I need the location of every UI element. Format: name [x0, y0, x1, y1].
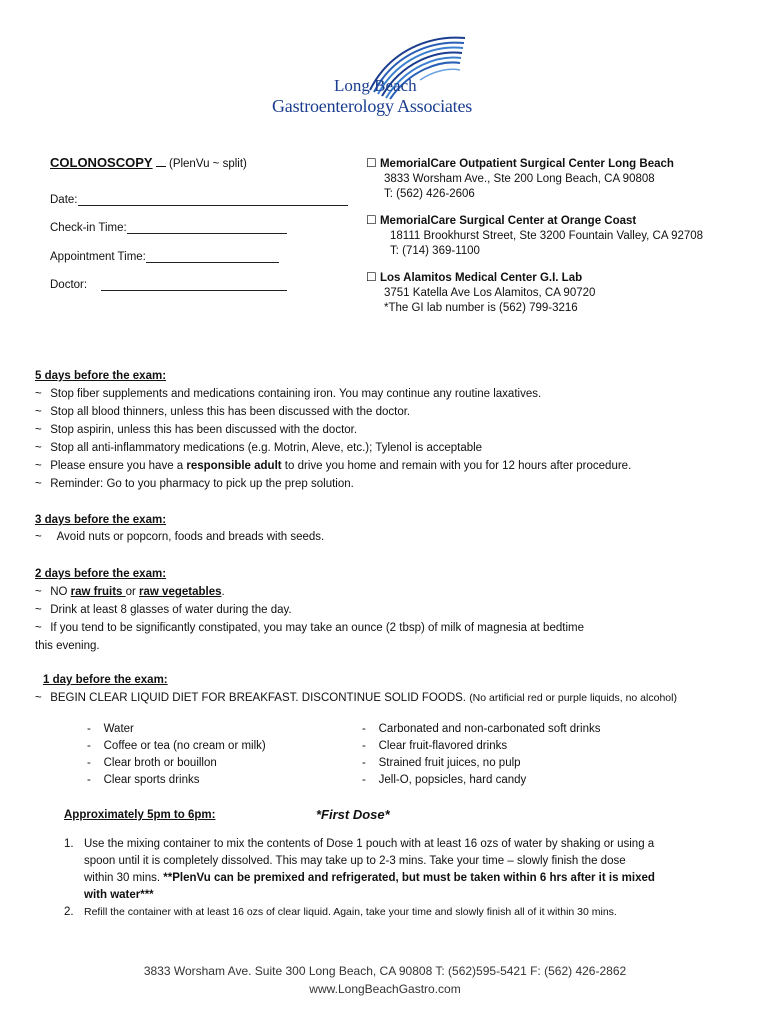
list-item: ~ NO raw fruits or raw vegetables. — [35, 586, 225, 598]
page-title: COLONOSCOPY — [50, 155, 153, 170]
location-2-phone: T: (714) 369-1100 — [390, 245, 480, 257]
logo — [270, 30, 500, 120]
list-item: ~ If you tend to be significantly constipated, you may take an ounce (2 tbsp) of milk of magnesia at bedtime — [35, 622, 584, 634]
location-2-name: MemorialCare Surgical Center at Orange Coast — [379, 215, 637, 227]
footer-website[interactable]: www.LongBeachGastro.com — [309, 982, 461, 996]
page-subtitle: (PlenVu ~ split) — [168, 158, 247, 170]
location-2[interactable] — [366, 213, 703, 257]
list-item: ~ Stop all anti-inflammatory medications (e.g. Motrin, Aleve, etc.); Tylenol is acceptable — [35, 442, 483, 454]
list-item: - Strained fruit juices, no pulp — [362, 757, 521, 769]
header-title-row — [50, 155, 247, 170]
appointment-label: Appointment Time: — [50, 251, 146, 263]
list-item: - Jell-O, popsicles, hard candy — [362, 774, 527, 786]
location-3[interactable] — [366, 270, 595, 314]
logo-line2: Gastroenterology Associates — [272, 96, 473, 116]
date-field[interactable] — [50, 193, 348, 206]
dose-label: *First Dose* — [316, 807, 390, 822]
list-item: - Carbonated and non-carbonated soft drinks — [362, 723, 601, 735]
list-item: ~ Stop aspirin, unless this has been discussed with the doctor. — [35, 424, 358, 436]
two-days-heading: 2 days before the exam: — [35, 568, 167, 580]
list-item: - Clear sports drinks — [87, 774, 200, 786]
list-item: ~ Drink at least 8 glasses of water during the day. — [35, 604, 292, 616]
step-2: 2. Refill the container with at least 16 ozs of clear liquid. Again, take your time and slowly finish all of it within 30 mins. — [64, 906, 617, 918]
checkbox-icon[interactable]: ☐ — [366, 270, 377, 284]
step-number: 1. — [64, 838, 74, 850]
step-1: 1. Use the mixing container to mix the contents of Dose 1 pouch with at least 16 ozs of water by shaking or using a spoon until it is completely dissolved. This may take up to 2-3 mins. Take your time – slowly finish the dose within 30 mins. **PlenVu can be premixed and refrigerated, but must be taken within 6 hrs after it is mixed with water*** — [64, 838, 655, 901]
list-item: ~ Stop fiber supplements and medications containing iron. You may continue any routine laxatives. — [35, 388, 542, 400]
footer-address: 3833 Worsham Ave. Suite 300 Long Beach, CA 90808 T: (562)595-5421 F: (562) 426-2862 — [143, 964, 627, 978]
step-number: 2. — [64, 906, 74, 918]
doctor-label: Doctor: — [50, 279, 88, 291]
location-1-name: MemorialCare Outpatient Surgical Center Long Beach — [379, 158, 674, 170]
checkbox-icon[interactable]: ☐ — [366, 213, 377, 227]
allowed-list-right — [362, 721, 600, 789]
list-item: - Coffee or tea (no cream or milk) — [87, 740, 266, 752]
allowed-list-left — [87, 721, 266, 789]
doctor-field[interactable] — [50, 278, 287, 291]
location-3-name: Los Alamitos Medical Center G.I. Lab — [379, 272, 583, 284]
five-days-heading: 5 days before the exam: — [35, 370, 167, 382]
list-item: - Water — [87, 723, 134, 735]
location-1-phone: T: (562) 426-2606 — [384, 188, 475, 200]
list-item: - Clear broth or bouillon — [87, 757, 217, 769]
one-day-heading: 1 day before the exam: — [43, 674, 168, 686]
clear-liquid-instruction: ~ BEGIN CLEAR LIQUID DIET FOR BREAKFAST. DISCONTINUE SOLID FOODS. (No artificial red or purple liquids, no alcohol) — [35, 692, 677, 704]
list-item: ~ Avoid nuts or popcorn, foods and breads with seeds. — [35, 531, 325, 543]
location-2-address: 18111 Brookhurst Street, Ste 3200 Fountain Valley, CA 92708 — [390, 230, 704, 242]
location-1-address: 3833 Worsham Ave., Ste 200 Long Beach, CA 90808 — [384, 173, 655, 185]
location-1[interactable] — [366, 156, 674, 200]
dose-time: Approximately 5pm to 6pm: — [64, 809, 216, 821]
location-3-address: 3751 Katella Ave Los Alamitos, CA 90720 — [384, 287, 596, 299]
location-3-note: *The GI lab number is (562) 799-3216 — [384, 302, 578, 314]
list-item: ~ Please ensure you have a responsible adult to drive you home and remain with you for 12 hours after procedure. — [35, 460, 632, 472]
list-item: ~ Stop all blood thinners, unless this has been discussed with the doctor. — [35, 406, 411, 418]
list-item: this evening. — [35, 640, 100, 652]
logo-line1: Long Beach — [334, 76, 417, 95]
three-days-heading: 3 days before the exam: — [35, 514, 167, 526]
checkin-field[interactable] — [50, 221, 287, 234]
checkin-label: Check-in Time: — [50, 222, 127, 234]
list-item: ~ Reminder: Go to you pharmacy to pick up the prep solution. — [35, 478, 354, 490]
date-label: Date: — [50, 194, 78, 206]
appointment-field[interactable] — [50, 250, 279, 263]
list-item: - Clear fruit-flavored drinks — [362, 740, 508, 752]
checkbox-icon[interactable]: ☐ — [366, 156, 377, 170]
